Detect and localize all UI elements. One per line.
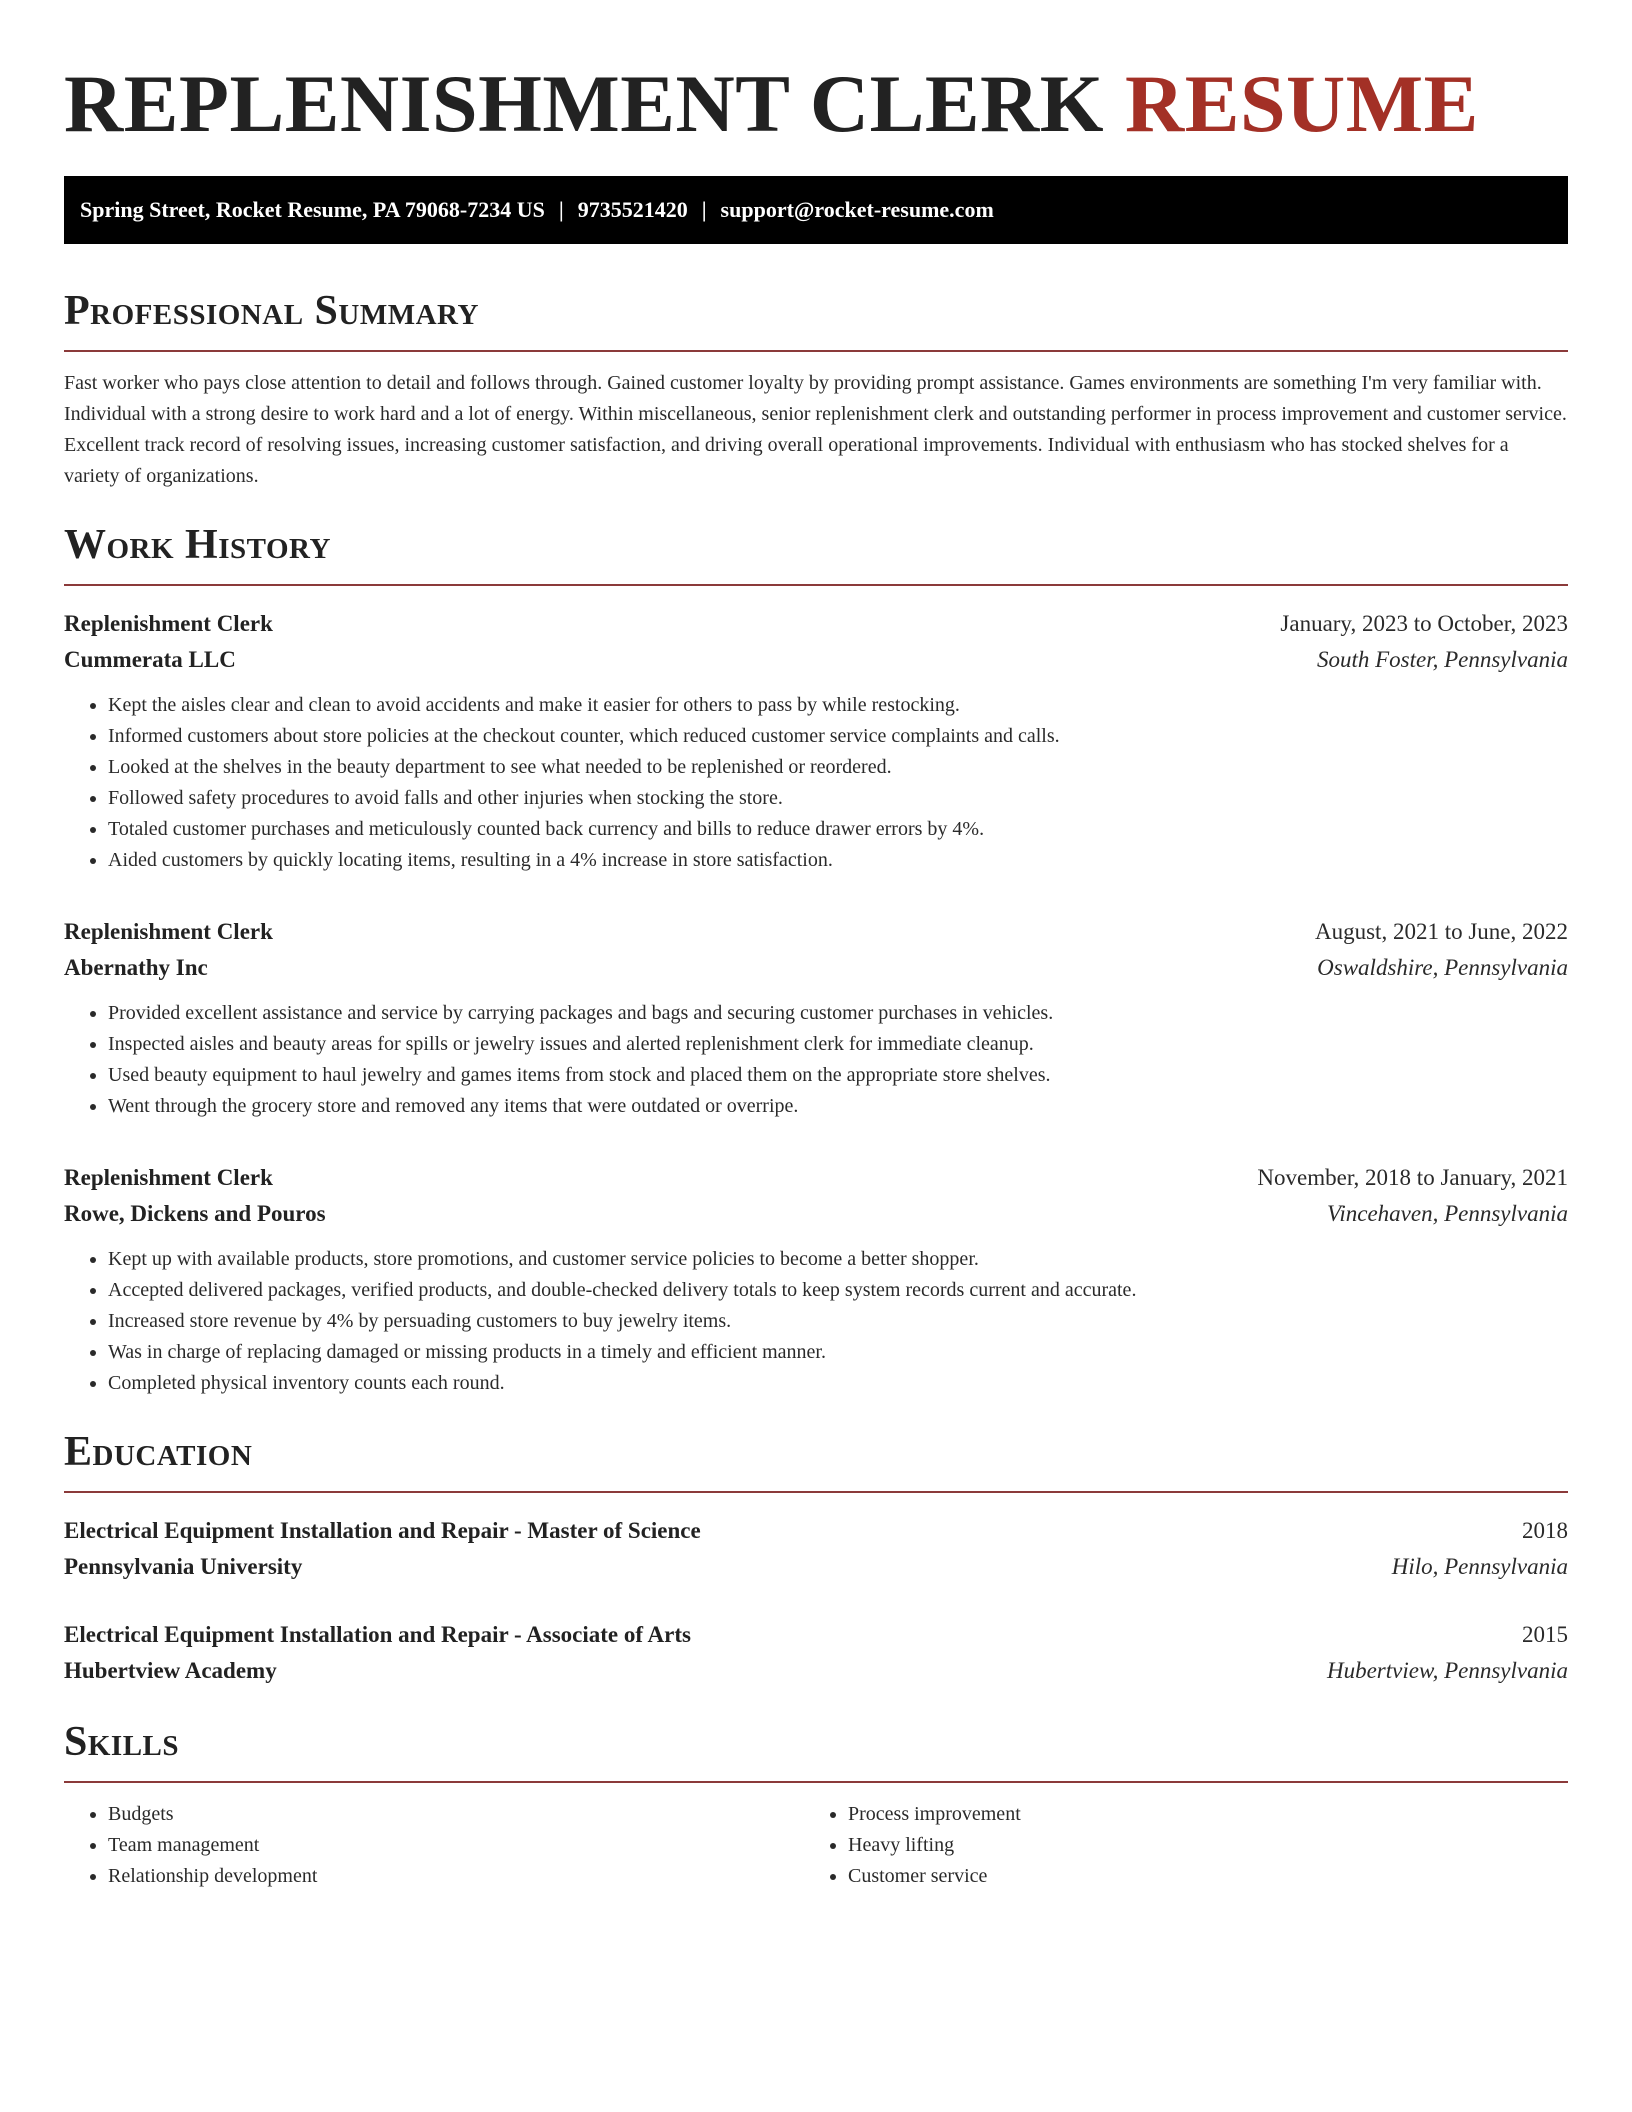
- section-heading-education: Education: [64, 1429, 253, 1475]
- job-bullet: • Increased store revenue by 4% by persuading customers to buy jewelry items.: [108, 1306, 1568, 1337]
- job-bullet: • Was in charge of replacing damaged or missing products in a timely and efficient manner.: [108, 1337, 1568, 1368]
- job-bullet: • Accepted delivered packages, verified products, and double-checked delivery totals to keep system records current and accurate.: [108, 1275, 1568, 1306]
- job-entry: [64, 914, 1568, 1122]
- job-dates: August, 2021 to June, 2022: [1315, 919, 1568, 944]
- job-bullet: • Aided customers by quickly locating items, resulting in a 4% increase in store satisfaction.: [108, 845, 1568, 876]
- job-entry: [64, 1160, 1568, 1399]
- school-location: Hubertview, Pennsylvania: [1326, 1658, 1568, 1683]
- job-bullets: [64, 1244, 1568, 1399]
- degree-name: Electrical Equipment Installation and Repair - Master of Science: [64, 1518, 701, 1543]
- degree-year: 2018: [1522, 1518, 1568, 1543]
- skills-section: [64, 1717, 1568, 1892]
- job-company: Abernathy Inc: [64, 955, 208, 980]
- job-title: Replenishment Clerk: [64, 611, 273, 636]
- school-name: Hubertview Academy: [64, 1658, 277, 1683]
- degree-year: 2015: [1522, 1622, 1568, 1647]
- job-bullet: • Informed customers about store policies at the checkout counter, which reduced customer service complaints and calls.: [108, 721, 1568, 752]
- education-entry: [64, 1617, 1568, 1689]
- school-name: Pennsylvania University: [64, 1554, 303, 1579]
- contact-bar: [64, 176, 1568, 244]
- skill-item: • Customer service: [848, 1861, 1544, 1892]
- section-divider: [64, 350, 1568, 352]
- skill-item: • Team management: [108, 1830, 804, 1861]
- job-bullet: • Provided excellent assistance and service by carrying packages and bags and securing customer purchases in vehicles.: [108, 998, 1568, 1029]
- contact-separator: |: [701, 197, 707, 222]
- summary-text: Fast worker who pays close attention to detail and follows through. Gained customer loyalty by providing prompt assistance. Games environments are something I'm very familiar with. Individual with a strong desire to work hard and a lot of energy. Within miscellaneous, senior replenishment clerk and outstanding performer in process improvement and customer service. Excellent track record of resolving issues, increasing customer satisfaction, and driving overall operational improvements. Individual with enthusiasm who has stocked shelves for a variety of organizations.: [64, 372, 1567, 487]
- job-title: Replenishment Clerk: [64, 1165, 273, 1190]
- job-location: South Foster, Pennsylvania: [1316, 647, 1568, 672]
- section-divider: [64, 1781, 1568, 1783]
- title-accent: RESUME: [1125, 58, 1479, 149]
- skill-item: • Relationship development: [108, 1861, 804, 1892]
- skills-column-left: [64, 1799, 804, 1892]
- job-bullet: • Looked at the shelves in the beauty department to see what needed to be replenished or reordered.: [108, 752, 1568, 783]
- contact-address: Spring Street, Rocket Resume, PA 79068-7234 US: [80, 197, 545, 222]
- contact-separator: |: [558, 197, 564, 222]
- job-bullet: • Kept up with available products, store promotions, and customer service policies to become a better shopper.: [108, 1244, 1568, 1275]
- section-heading-work: Work History: [64, 522, 331, 568]
- title-main: REPLENISHMENT CLERK: [64, 58, 1105, 149]
- job-title: Replenishment Clerk: [64, 919, 273, 944]
- resume-page: [64, 0, 1568, 1892]
- section-heading-summary: Professional Summary: [64, 288, 479, 334]
- contact-email: support@rocket-resume.com: [720, 197, 994, 222]
- education-section: [64, 1427, 1568, 1689]
- section-divider: [64, 584, 1568, 586]
- job-dates: November, 2018 to January, 2021: [1257, 1165, 1568, 1190]
- school-location: Hilo, Pennsylvania: [1391, 1554, 1568, 1579]
- education-entry: [64, 1513, 1568, 1585]
- resume-title: [64, 0, 1568, 152]
- job-bullet: • Followed safety procedures to avoid falls and other injuries when stocking the store.: [108, 783, 1568, 814]
- skill-item: • Budgets: [108, 1799, 804, 1830]
- job-bullet: • Totaled customer purchases and meticulously counted back currency and bills to reduce drawer errors by 4%.: [108, 814, 1568, 845]
- skills-column-right: [804, 1799, 1544, 1892]
- job-bullets: [64, 690, 1568, 876]
- job-dates: January, 2023 to October, 2023: [1280, 611, 1568, 636]
- job-entry: [64, 606, 1568, 876]
- contact-phone: 9735521420: [577, 197, 688, 222]
- job-location: Vincehaven, Pennsylvania: [1327, 1201, 1568, 1226]
- job-bullet: • Used beauty equipment to haul jewelry and games items from stock and placed them on the appropriate store shelves.: [108, 1060, 1568, 1091]
- skills-grid: [64, 1799, 1568, 1892]
- job-bullet: • Went through the grocery store and removed any items that were outdated or overripe.: [108, 1091, 1568, 1122]
- professional-summary-section: [64, 286, 1568, 492]
- work-history-section: [64, 520, 1568, 1399]
- job-bullet: • Kept the aisles clear and clean to avoid accidents and make it easier for others to pass by while restocking.: [108, 690, 1568, 721]
- job-location: Oswaldshire, Pennsylvania: [1317, 955, 1568, 980]
- job-bullet: • Inspected aisles and beauty areas for spills or jewelry issues and alerted replenishment clerk for immediate cleanup.: [108, 1029, 1568, 1060]
- job-bullets: [64, 998, 1568, 1122]
- degree-name: Electrical Equipment Installation and Repair - Associate of Arts: [64, 1622, 691, 1647]
- skill-item: • Heavy lifting: [848, 1830, 1544, 1861]
- skill-item: • Process improvement: [848, 1799, 1544, 1830]
- section-heading-skills: Skills: [64, 1719, 180, 1765]
- job-company: Rowe, Dickens and Pouros: [64, 1201, 326, 1226]
- section-divider: [64, 1491, 1568, 1493]
- job-bullet: • Completed physical inventory counts each round.: [108, 1368, 1568, 1399]
- job-company: Cummerata LLC: [64, 647, 236, 672]
